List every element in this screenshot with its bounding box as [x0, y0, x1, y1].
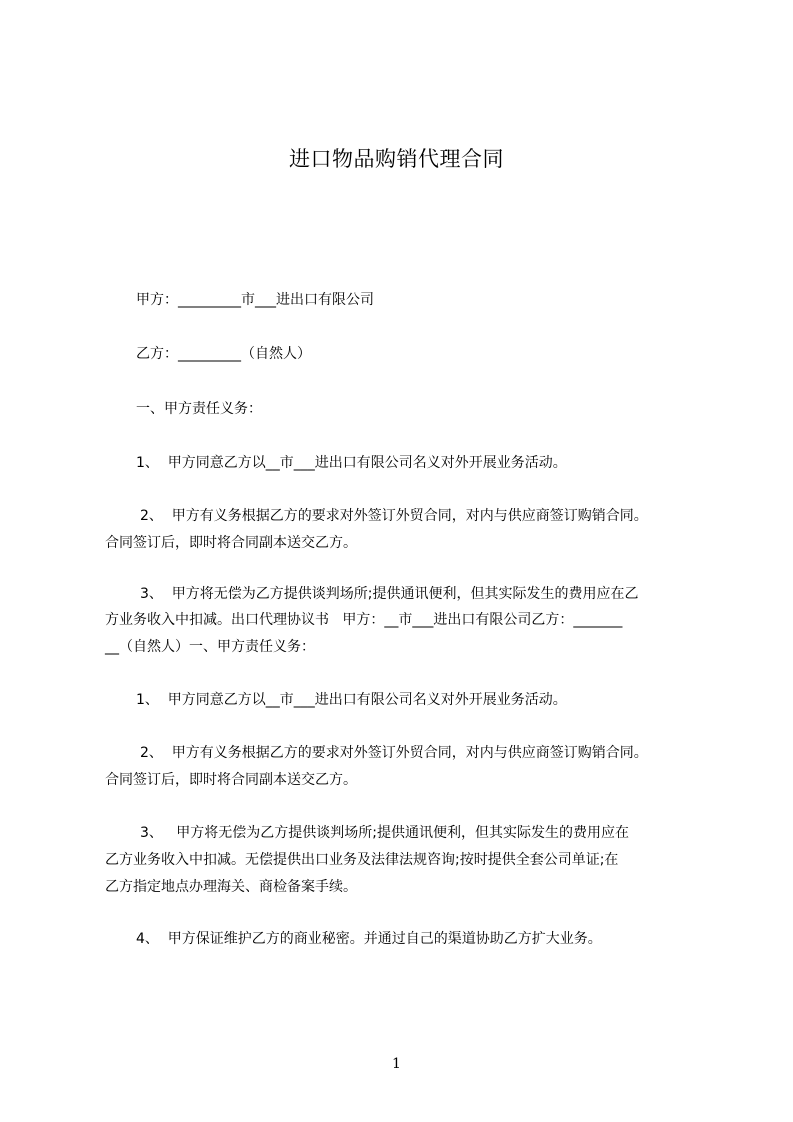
clause-3-repeat-line-2: 乙方业务收入中扣减。无偿提供出口业务及法律法规咨询;按时提供全套公司单证;在 — [105, 852, 619, 868]
page-number: 1 — [392, 1056, 401, 1072]
clause-2-line-2: 合同签订后，即时将合同副本送交乙方。 — [105, 535, 357, 551]
clause-2-repeat-line-2: 合同签订后，即时将合同副本送交乙方。 — [105, 772, 357, 788]
clause-3-line-1: 3、 甲方将无偿为乙方提供谈判场所;提供通讯便利，但其实际发生的费用应在乙 — [140, 586, 639, 602]
clause-1: 1、 甲方同意乙方以__市___进出口有限公司名义对外开展业务活动。 — [136, 455, 567, 471]
party-b-line: 乙方：_________（自然人） — [136, 346, 311, 362]
clause-2-line-1: 2、 甲方有义务根据乙方的要求对外签订外贸合同，对内与供应商签订购销合同。 — [140, 508, 648, 524]
party-a-line: 甲方：_________市___进出口有限公司 — [136, 292, 374, 308]
clause-3-repeat-line-1: 3、 甲方将无偿为乙方提供谈判场所;提供通讯便利，但其实际发生的费用应在 — [140, 825, 629, 841]
section-heading: 一、甲方责任义务： — [136, 401, 262, 417]
clause-2-repeat-line-1: 2、 甲方有义务根据乙方的要求对外签订外贸合同，对内与供应商签订购销合同。 — [140, 745, 648, 761]
clause-3-line-2: 方业务收入中扣减。出口代理协议书 甲方：__市___进出口有限公司乙方：_______ — [105, 612, 623, 628]
clause-4: 4、 甲方保证维护乙方的商业秘密。并通过自己的渠道协助乙方扩大业务。 — [136, 931, 602, 947]
clause-3-line-3: __（自然人）一、甲方责任义务： — [105, 639, 315, 655]
clause-1-repeat: 1、 甲方同意乙方以__市___进出口有限公司名义对外开展业务活动。 — [136, 692, 567, 708]
clause-3-repeat-line-3: 乙方指定地点办理海关、商检备案手续。 — [105, 879, 357, 895]
document-title: 进口物品购销代理合同 — [289, 147, 504, 171]
